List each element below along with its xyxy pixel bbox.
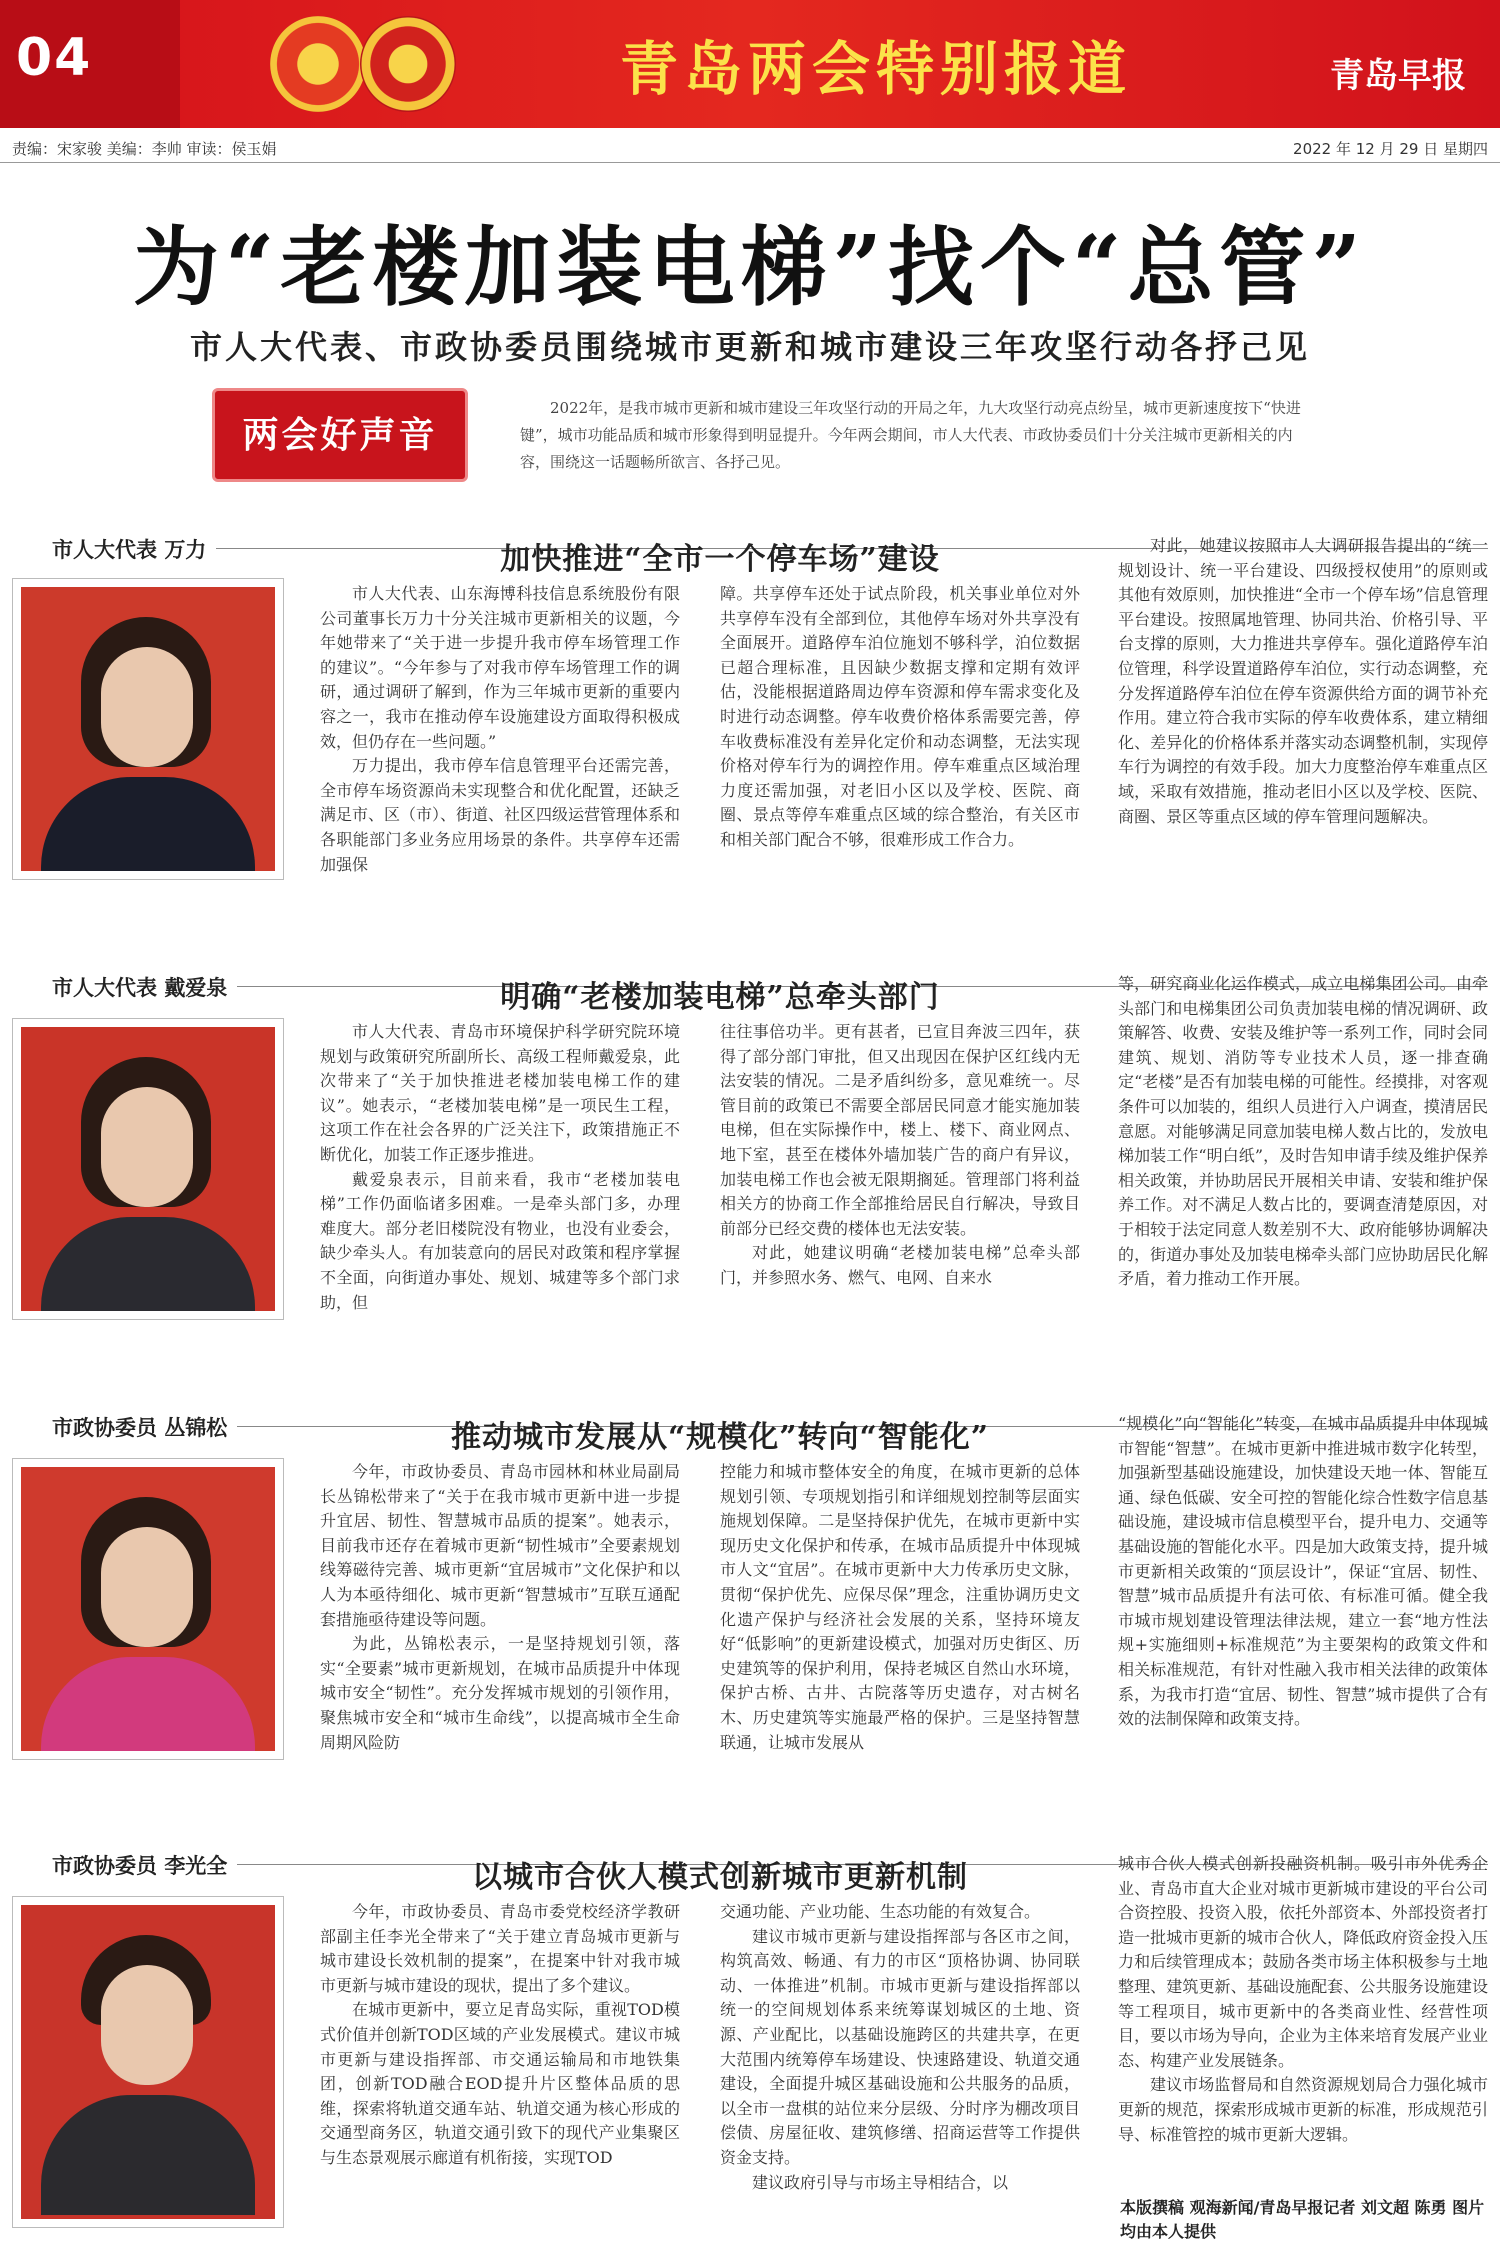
article-title: 明确“老楼加装电梯”总牵头部门 (500, 980, 940, 1015)
paragraph: 对此，她建议明确“老楼加装电梯”总牵头部门，并参照水务、燃气、电网、自来水 (720, 1243, 1080, 1287)
article-column (720, 1460, 1080, 1800)
article-column (720, 1900, 1080, 2236)
paragraph: 往往事倍功半。更有甚者，已宣目奔波三四年，获得了部分部门审批，但又出现因在保护区红线内无法安装的情况。二是矛盾纠纷多，意见难统一。尽管目前的政策已不需要全部居民同意才能实施加装电梯，但在实际操作中，楼上、楼下、商业网点、地下室，甚至在楼体外墙加装广告的商户有异议，加装电梯工作也会被无限期搁延。管理部门将利益相关方的协商工作全部推给居民自行解决，导致目前部分已经交费的楼体也无法安装。 (720, 1022, 1080, 1238)
section-badge (212, 388, 468, 482)
article-title: 以城市合伙人模式创新城市更新机制 (472, 1860, 968, 1895)
headline: 为“老楼加装电梯”找个“总管” (133, 217, 1367, 318)
person-name: 丛锦松 (164, 1415, 228, 1440)
article-column (320, 582, 680, 940)
paragraph: 市人大代表、青岛市环境保护科学研究院环境规划与政策研究所副所长、高级工程师戴爱泉，此次带来了“关于加快推进老楼加装电梯工作的建议”。她表示，“老楼加装电梯”是一项民生工程，这项工作在社会各界的广泛关注下，政策措施正不断优化，加装工作正逐步推进。 (320, 1022, 680, 1164)
paragraph: 控能力和城市整体安全的角度，在城市更新的总体规划引领、专项规划指引和详细规划控制等层面实施规划保障。二是坚持保护优先，在城市更新中实现历史文化保护和传承，在城市品质提升中体现城市人文“宜居”。在城市更新中大力传承历史文脉，贯彻“保护优先、应保尽保”理念，注重协调历史文化遗产保护与经济社会发展的关系，坚持环境友好“低影响”的更新建设模式，加强对历史街区、历史建筑等的保护利用，保持老城区自然山水环境，保护古桥、古井、古院落等历史遗存，对古树名木、历史建筑等实施最严格的保护。三是坚持智慧联通，让城市发展从 (720, 1462, 1080, 1752)
portrait-photo (12, 578, 284, 880)
article-column (1118, 1412, 1488, 1800)
article-title: 加快推进“全市一个停车场”建设 (500, 542, 940, 577)
subheadline: 市人大代表、市政协委员围绕城市更新和城市建设三年攻坚行动各抒己见 (189, 328, 1310, 366)
person-name: 戴爱泉 (164, 975, 228, 1000)
article-column (320, 1460, 680, 1800)
page-number: 04 (16, 28, 93, 88)
paragraph: 障。共享停车还处于试点阶段，机关事业单位对外共享停车没有全部到位，其他停车场对外共享没有全面展开。道路停车泊位施划不够科学，泊位数据已超合理标准，且因缺少数据支撑和定期有效评估，没能根据道路周边停车资源和停车需求变化及时进行动态调整。停车收费价格体系需要完善，停车收费标准没有差异化定价和动态调整，无法实现价格对停车行为的调控作用。停车难重点区域治理力度还需加强，对老旧小区以及学校、医院、商圈、景点等停车难重点区域的综合整治，有关区市和相关部门配合不够，很难形成工作合力。 (720, 584, 1080, 849)
intro-paragraph: 2022年，是我市城市更新和城市建设三年攻坚行动的开局之年，九大攻坚行动亮点纷呈，城市更新速度按下“快进键”，城市功能品质和城市形象得到明显提升。今年两会期间，市人大代表、市政协委员们十分关注城市更新相关的内容，围绕这一话题畅所欲言、各抒己见。 (520, 399, 1301, 471)
national-emblem-icon (270, 16, 366, 112)
article-column (1118, 972, 1488, 1360)
portrait-photo (12, 1896, 284, 2228)
paragraph: 建议市场监督局和自然资源规划局合力强化城市更新的规范，探索形成城市更新的标准，形成规范引导、标准管控的城市更新大逻辑。 (1118, 2075, 1488, 2144)
article-column (720, 1020, 1080, 1360)
person-label (12, 972, 237, 1002)
editor-credits: 责编：宋家骏 美编：李帅 审读：侯玉娟 (12, 140, 277, 158)
paragraph: 今年，市政协委员、青岛市园林和林业局副局长丛锦松带来了“关于在我市城市更新中进一步提升宜居、韧性、智慧城市品质的提案”。她表示，目前我市还存在着城市更新“韧性城市”全要素规划线筹磁待完善、城市更新“宜居城市”文化保护和以人为本亟待细化、城市更新“智慧城市”互联互通配套措施亟待建设等问题。 (320, 1462, 680, 1629)
person-name: 万力 (164, 537, 207, 562)
person-role: 市人大代表 (52, 537, 157, 562)
person-role: 市人大代表 (52, 975, 157, 1000)
paragraph: “规模化”向“智能化”转变，在城市品质提升中体现城市智能“智慧”。在城市更新中推进城市数字化转型，加强新型基础设施建设，加快建设天地一体、智能互通、绿色低碳、安全可控的智能化综合性数字信息基础设施，建设城市信息模型平台，提升电力、交通等基础设施的智能化水平。四是加大政策支持，提升城市更新相关政策的“顶层设计”，保证“宜居、韧性、智慧”城市品质提升有法可依、有标准可循。健全我市城市规划建设管理法律法规，建立一套“地方性法规+实施细则+标准规范”为主要架构的政策文件和相关标准规范，有针对性融入我市相关法律的政策体系，为我市打造“宜居、韧性、智慧”城市提供了合有效的法制保障和政策支持。 (1118, 1414, 1488, 1729)
paragraph: 市人大代表、山东海博科技信息系统股份有限公司董事长万力十分关注城市更新相关的议题，今年她带来了“关于进一步提升我市停车场管理工作的建议”。“今年参与了对我市停车场管理工作的调研，通过调研了解到，作为三年城市更新的重要内容之一，我市在推动停车设施建设方面取得积极成效，但仍存在一些问题。” (320, 584, 680, 751)
paragraph: 万力提出，我市停车信息管理平台还需完善，全市停车场资源尚未实现整合和优化配置，还缺乏满足市、区（市）、街道、社区四级运营管理体系和各职能部门多业务应用场景的条件。共享停车还需加强保 (320, 756, 680, 874)
issue-date: 2022 年 12 月 29 日 星期四 (1293, 140, 1488, 158)
paragraph: 今年，市政协委员、青岛市委党校经济学教研部副主任李光全带来了“关于建立青岛城市更新与城市建设长效机制的提案”，在提案中针对我市城市更新与城市建设的现状，提出了多个建议。 (320, 1902, 680, 1995)
article-column (320, 1020, 680, 1360)
article-title: 推动城市发展从“规模化”转向“智能化” (450, 1420, 990, 1455)
paragraph: 在城市更新中，要立足青岛实际，重视TOD模式价值并创新TOD区域的产业发展模式。建议市城市更新与建设指挥部、市交通运输局和市地铁集团，创新TOD融合EOD提升片区整体品质的思维，探索将轨道交通车站、轨道交通为核心形成的交通型商务区，轨道交通引致下的现代产业集聚区与生态景观展示廊道有机衔接，实现TOD (320, 2000, 680, 2167)
paragraph: 交通功能、产业功能、生态功能的有效复合。 (720, 1902, 1041, 1921)
person-role: 市政协委员 (52, 1853, 157, 1878)
article-column (720, 582, 1080, 940)
person-role: 市政协委员 (52, 1415, 157, 1440)
newspaper-brand: 青岛早报 (1330, 56, 1466, 96)
section-badge-label: 两会好声音 (242, 414, 438, 456)
article-column (320, 1900, 680, 2236)
portrait-photo (12, 1018, 284, 1320)
paragraph: 等，研究商业化运作模式，成立电梯集团公司。由牵头部门和电梯集团公司负责加装电梯的情况调研、政策解答、收费、安装及维护等一系列工作，同时会同建筑、规划、消防等专业技术人员，逐一排查确定“老楼”是否有加装电梯的可能性。经摸排，对客观条件可以加装的，组织人员进行入户调查，摸清居民意愿。对能够满足同意加装电梯人数占比的，发放电梯加装工作“明白纸”，及时告知申请手续及维护保养相关政策，并协助居民开展相关申请、安装和维护保养工作。对不满足人数占比的，要调查清楚原因，对于相较于法定同意人数差别不大、政府能够协调解决的，街道办事处及加装电梯牵头部门应协助居民化解矛盾，着力推动工作开展。 (1118, 974, 1488, 1289)
paragraph: 城市合伙人模式创新投融资机制。吸引市外优秀企业、青岛市直大企业对城市更新城市建设的平台公司合资控股、投资入股，依托外部资本、外部投资者打造一批城市更新的城市合伙人，降低政府资金投入压力和后续管理成本；鼓励各类市场主体积极参与土地整理、建筑更新、基础设施配套、公共服务设施建设等工程项目，城市更新中的各类商业性、经营性项目，要以市场为导向，企业为主体来培育发展产业业态、构建产业发展链条。 (1118, 1854, 1488, 2070)
paragraph: 为此，丛锦松表示，一是坚持规划引领，落实“全要素”城市更新规划，在城市品质提升中体现城市安全“韧性”。充分发挥城市规划的引领作用，聚焦城市安全和“城市生命线”，以提高城市全生命周期风险防 (320, 1634, 680, 1752)
byline: 本版撰稿 观海新闻/青岛早报记者 刘文超 陈勇 图片均由本人提供 (1120, 2198, 1485, 2241)
article-column (1118, 534, 1488, 940)
cppcc-emblem-icon (360, 16, 456, 112)
person-label (12, 534, 216, 564)
person-label (12, 1850, 237, 1880)
person-label (12, 1412, 237, 1442)
paragraph: 戴爱泉表示，目前来看，我市“老楼加装电梯”工作仍面临诸多困难。一是牵头部门多，办理难度大。部分老旧楼院没有物业，也没有业委会，缺少牵头人。有加装意向的居民对政策和程序掌握不全面，向街道办事处、规划、城建等多个部门求助，但 (320, 1169, 680, 1312)
portrait-photo (12, 1458, 284, 1760)
person-name: 李光全 (164, 1853, 228, 1878)
paragraph: 建议市城市更新与建设指挥部与各区市之间，构筑高效、畅通、有力的市区“顶格协调、协同联动、一体推进”机制。市城市更新与建设指挥部以统一的空间规划体系来统筹谋划城区的土地、资源、产业配比，以基础设施跨区的共建共享，在更大范围内统筹停车场建设、快速路建设、轨道交通建设，全面提升城区基础设施和公共服务的品质，以全市一盘棋的站位来分层级、分时序为棚改项目偿债、房屋征收、建筑修缮、招商运营等工作提供资金支持。 (720, 1926, 1080, 2167)
banner-title: 青岛两会特别报道 (620, 35, 1133, 103)
paragraph: 对此，她建议按照市人大调研报告提出的“统一规划设计、统一平台建设、四级授权使用”的原则或其他有效原则，加快推进“全市一个停车场”信息管理平台建设。按照属地管理、协同共治、价格引导、平台支撑的原则，大力推进共享停车。强化道路停车泊位管理，科学设置道路停车泊位，实行动态调整，充分发挥道路停车泊位在停车资源供给方面的调节补充作用。建立符合我市实际的停车收费体系，建立精细化、差异化的价格体系并落实动态调整机制，实现停车行为调控的有效手段。加大力度整治停车难重点区域，采取有效措施，推动老旧小区以及学校、医院、商圈、景区等重点区域的停车管理问题解决。 (1118, 536, 1488, 826)
paragraph: 建议政府引导与市场主导相结合，以 (752, 2172, 1009, 2192)
header-divider (0, 162, 1500, 163)
article-column (1118, 1852, 1488, 2192)
